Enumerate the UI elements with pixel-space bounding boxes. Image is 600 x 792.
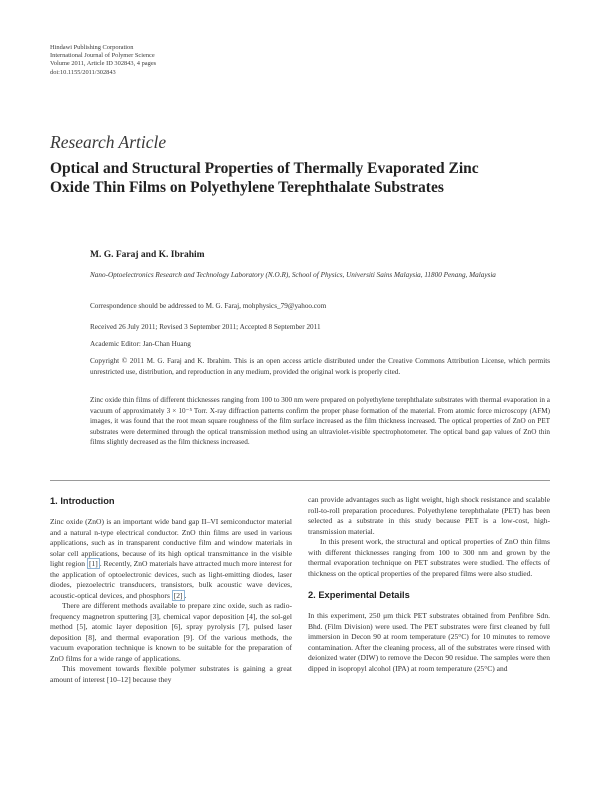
ref-2[interactable]: [2] xyxy=(173,590,183,600)
ref-1[interactable]: [1] xyxy=(88,559,98,568)
ref-3[interactable]: [3] xyxy=(150,611,159,621)
volume-info: Volume 2011, Article ID 302843, 4 pages xyxy=(50,60,157,68)
text-span: . Of the various methods, the vacuum evaporation technique is known to be suitable for the preparation of ZnO films for a wide range of applications. xyxy=(50,632,292,663)
text-span: , chemical vapor deposition xyxy=(158,611,247,621)
affiliation: Nano-Optoelectronics Research and Technology Laboratory (N.O.R), School of Physics, Universiti Sains Malaysia, 11800 Penang, Malaysia xyxy=(90,271,496,279)
intro-paragraph-3-cont: can provide advantages such as light weight, high shock resistance and scalable roll-to-roll preparation procedures. Polyethylene terephthalate (PET) has been selected as a substrate in this study because PET is a low-cost, high-transmission material. xyxy=(308,495,550,536)
text-span: There are different methods available to prepare zinc oxide, such as radio-frequency magnetron sputtering xyxy=(50,601,292,621)
citation-link[interactable] xyxy=(87,558,100,569)
intro-paragraph-2 xyxy=(50,601,292,664)
ref-8[interactable]: [8] xyxy=(85,632,95,642)
article-type: Research Article xyxy=(50,132,167,152)
ref-5[interactable]: [5] xyxy=(76,622,86,631)
dates: Received 26 July 2011; Revised 3 September 2011; Accepted 8 September 2011 xyxy=(90,323,321,331)
ref-9[interactable]: [9] xyxy=(183,632,193,642)
ref-6[interactable]: [6] xyxy=(171,622,181,631)
academic-editor: Academic Editor: Jan-Chan Huang xyxy=(90,340,191,348)
text-span: , and thermal evaporation xyxy=(94,632,184,642)
text-span: . Recently, ZnO materials have attracted much more interest for the application of optoelectronic devices, such as light-emitting diodes, laser diodes, piezoelectric transducers, transistors, bulk acoustic wave devices, acoustic-optical devices, and phosphors xyxy=(50,559,293,600)
left-column xyxy=(50,495,292,685)
copyright: Copyright © 2011 M. G. Faraj and K. Ibrahim. This is an open access article distributed under the Creative Commons Attribution License, which permits unrestricted use, distribution, and reproduction in any medium, provided the original work is properly cited. xyxy=(90,357,550,376)
authors: M. G. Faraj and K. Ibrahim xyxy=(90,250,205,260)
experimental-paragraph-1: In this experiment, 250 μm thick PET substrates obtained from Penfibre Sdn. Bhd. (Film Division) were used. The PET substrates were first cleaned by full immersion in Decon 90 at room temperature (25°C) for 10 minutes to remove contamination. After the cleaning process, all of the substrates were rinsed with deionized water (DIW) to remove the Decon 90 residue. The samples were then dipped in isopropyl alcohol (IPA) at room temperature (25°C) and xyxy=(308,611,550,673)
citation-link[interactable] xyxy=(172,590,185,601)
intro-paragraph-3 xyxy=(50,664,292,685)
journal-name: International Journal of Polymer Science xyxy=(50,52,155,60)
publisher: Hindawi Publishing Corporation xyxy=(50,44,134,51)
intro-paragraph-1 xyxy=(50,517,292,601)
correspondence: Correspondence should be addressed to M. G. Faraj, mohphysics_79@yahoo.com xyxy=(90,302,327,310)
text-span: , the sol-gel method xyxy=(50,611,293,631)
journal-header xyxy=(50,44,156,77)
experimental-heading: 2. Experimental Details xyxy=(308,590,410,600)
doi: doi:10.1155/2011/302843 xyxy=(50,68,116,76)
text-span: . xyxy=(184,590,187,600)
intro-heading: 1. Introduction xyxy=(50,496,115,506)
ref-7[interactable]: [7] xyxy=(238,622,248,631)
text-span: This movement towards flexible polymer substrates is gaining a great amount of interest xyxy=(50,664,292,684)
intro-paragraph-4: In this present work, the structural and optical properties of ZnO thin films with different thicknesses ranging from 100 to 300 nm and grown by the thermal evaporation technique on PET substrates were studied. The effects of thickness on the optical properties of the prepared films were also studied. xyxy=(308,537,550,578)
text-span: Zinc oxide (ZnO) is an important wide band gap II–VI semiconductor material and a natural n-type electrical conductor. ZnO thin films are used in various applications, such as in transparent conductive film and window materials in solar cell applications, because of its high optical transmittance in the visible light region xyxy=(50,517,292,568)
text-span: , pulsed laser deposition xyxy=(50,622,292,642)
ref-10-12[interactable]: [10–12] xyxy=(106,674,131,684)
abstract: Zinc oxide thin films of different thicknesses ranging from 100 to 300 nm were prepared on polyethylene terephthalate substrates with thermal evaporation in a vacuum of approximately 3 × 10⁻⁵ Torr. X-ray diffraction patterns confirm the proper phase formation of the material. From atomic force microscopy (AFM) images, it was found that the root mean square roughness of the film surface increased as the film thickness increased. The optical properties of ZnO on PET substrates were determined through the optical transmission method using an ultraviolet-visible spectrophotometer. The optical band gap values of ZnO thin films slightly decreased as the film thickness increased. xyxy=(90,396,550,446)
paper-title: Optical and Structural Properties of Thermally Evaporated Zinc Oxide Thin Films on Polyethylene Terephthalate Substrates xyxy=(50,160,479,197)
ref-4[interactable]: [4] xyxy=(246,611,256,621)
text-span: , atomic layer deposition xyxy=(85,622,172,631)
section-divider xyxy=(50,480,550,481)
text-span: , spray pyrolysis xyxy=(180,622,239,631)
right-column xyxy=(308,495,550,674)
text-span: because they xyxy=(130,674,172,684)
